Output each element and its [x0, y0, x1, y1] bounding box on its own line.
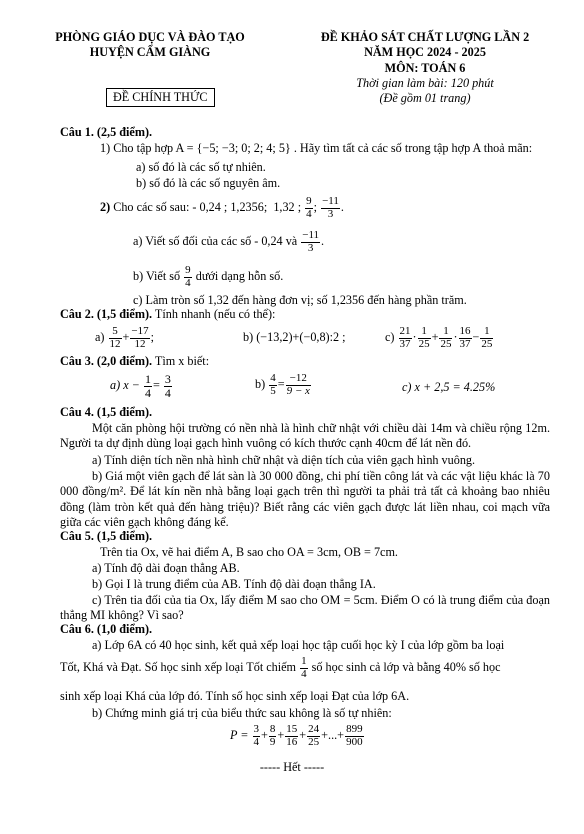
q6-a-line1: a) Lớp 6A có 40 học sinh, kết quả xếp loại học tập cuối học kỳ I của lớp gồm ba loại	[92, 638, 505, 652]
q5-b: b) Gọi I là trung điểm của AB. Tính độ dài đoạn thẳng IA.	[92, 577, 376, 591]
q5-title: Câu 5. (1,5 điểm).	[60, 529, 153, 543]
q1-part2-a: a) Viết số đối của các số - 0,24 và $\frac{-11}{3}$ .	[133, 228, 325, 254]
q3-c: c) x + 2,5 = 4.25%	[402, 380, 496, 394]
fraction: $\frac{5}{12}$	[109, 324, 121, 350]
fraction: $\frac{1}{4}$	[144, 371, 151, 400]
fraction: $\frac{21}{37}$	[399, 324, 411, 350]
q3-title: Câu 3. (2,0 điểm).	[60, 354, 153, 368]
fraction: $\frac{899}{900}$	[346, 722, 363, 748]
q1-part1: 1) Cho tập hợp A = {−5; −3; 0; 2; 4; 5} . Hãy tìm tất cả các số trong tập hợp A thoả mãn:	[100, 141, 533, 155]
q4-title: Câu 4. (1,5 điểm).	[60, 405, 153, 419]
header-school-year: NĂM HỌC 2024 - 2025	[364, 45, 486, 60]
q6-a-line3: sinh xếp loại Khá của lớp đó. Tính số học sinh xếp loại Đạt của lớp 6A.	[60, 689, 410, 703]
q1-part2: 2) Cho các số sau: - 0,24 ; 1,2356; 1,32 ; $\frac{9}{4}$ ; $\frac{-11}{3}$ .	[100, 194, 344, 220]
q1-part2-text: Cho các số sau: - 0,24 ; 1,2356; 1,32 ;	[110, 200, 305, 215]
q3-b: b) $\frac{4}{5}$ = $\frac{-12}{9 - x}$	[255, 371, 310, 397]
fraction: $\frac{1}{25}$	[440, 324, 452, 350]
q1-part2-c: c) Làm tròn số 1,32 đến hàng đơn vị; số 1,2356 đến hàng phần trăm.	[133, 293, 467, 307]
fraction: $\frac{3}{4}$	[253, 722, 260, 748]
header-department	[55, 30, 245, 61]
header-subject: MÔN: TOÁN 6	[384, 60, 466, 75]
fraction: $\frac{16}{37}$	[459, 324, 471, 350]
q1-part2-label: 2)	[100, 200, 111, 215]
q4-b: b) Giá một viên gạch để lát sàn là 30 000 đồng, chi phí tiền công lát và các vật liệu khác là 70 000 đồng/m². Để lát kín nền nhà bằng loại gạch trên thì người ta phải trả tất cả khoảng bao nhiêu đồng (làm tròn kết quả đến hàng triệu)? Biết rằng các viên gạch được lát liền nhau, coi mạch vữa giữa các viên gạch không đáng kể.	[60, 469, 550, 529]
fraction: $\frac{-11}{3}$	[322, 194, 339, 220]
q4-a: a) Tính diện tích nền nhà hình chữ nhật và diện tích của viên gạch hình vuông.	[92, 453, 476, 467]
q4-intro: Một căn phòng hội trường có nền nhà là hình chữ nhật với chiều dài 14m và chiều rộng 12m. Người ta dự định dùng loại gạch hình vuông có kích thước cạnh 40cm để lát nền đó.	[60, 421, 550, 451]
q6-b: b) Chứng minh giá trị của biểu thức sau không là số tự nhiên:	[92, 706, 392, 720]
q6-a-line2: Tốt, Khá và Đạt. Số học sinh xếp loại Tốt chiếm $\frac{1}{4}$ số học sinh cả lớp và bằng 40% số học	[60, 654, 501, 680]
header-left-line2: HUYỆN CẨM GIÀNG	[89, 45, 211, 60]
q5-a: a) Tính độ dài đoạn thẳng AB.	[92, 561, 240, 575]
q1-part1-a: a) số đó là các số tự nhiên.	[136, 160, 266, 174]
q1-part2-b: b) Viết số $\frac{9}{4}$ dưới dạng hỗn số.	[133, 263, 284, 289]
fraction: $\frac{-11}{3}$	[302, 228, 320, 254]
header-exam-title: ĐỀ KHẢO SÁT CHẤT LƯỢNG LẦN 2	[320, 30, 530, 44]
fraction: $\frac{-17}{12}$	[131, 324, 149, 350]
official-exam-box	[106, 88, 215, 107]
q2-a: a) $\frac{5}{12}$ + $\frac{-17}{12}$ ;	[95, 324, 154, 350]
header-left-line1: PHÒNG GIÁO DỤC VÀ ĐÀO TẠO	[55, 30, 245, 44]
q2-heading: Câu 2. (1,5 điểm). Tính nhanh (nếu có thể):	[60, 307, 276, 321]
q1-part1-b: b) số đó là các số nguyên âm.	[136, 176, 281, 190]
q5-c: c) Trên tia đối của tia Ox, lấy điểm M sao cho OM = 5cm. Điểm O có là trung điểm của đoạn thẳng MI không? Vì sao?	[60, 593, 550, 623]
q2-title: Câu 2. (1,5 điểm).	[60, 307, 153, 321]
fraction: $\frac{8}{9}$	[269, 722, 276, 748]
q1-title: Câu 1. (2,5 điểm).	[60, 125, 153, 139]
q6-title: Câu 6. (1,0 điểm).	[60, 622, 153, 636]
fraction: $\frac{9}{4}$	[185, 263, 191, 289]
header-page-count: (Đề gồm 01 trang)	[379, 91, 471, 105]
fraction: $\frac{9}{4}$	[306, 194, 312, 220]
official-exam-label: ĐỀ CHÍNH THỨC	[113, 90, 208, 104]
q3-heading: Câu 3. (2,0 điểm). Tìm x biết:	[60, 354, 210, 368]
q2-c: c) $\frac{21}{37}$ · $\frac{1}{25}$ + $\frac{1}{25}$ · $\frac{16}{37}$ − $\frac{1}{25}$	[385, 324, 493, 350]
fraction: $\frac{15}{16}$	[286, 722, 298, 748]
fraction: $\frac{-12}{9 - x}$	[286, 371, 310, 397]
q2-b: b) (−13,2)+(−0,8):2 ;	[243, 330, 346, 344]
header-exam-info	[300, 30, 550, 106]
header-duration: Thời gian làm bài: 120 phút	[356, 75, 494, 90]
fraction: $\frac{1}{25}$	[481, 324, 493, 350]
fraction: $\frac{24}{25}$	[308, 722, 320, 748]
q6-expression-p: P = $\frac{3}{4}$ + $\frac{8}{9}$ + $\frac{15}{16}$ + $\frac{24}{25}$ +...+ $\frac{899}{900}$	[230, 722, 363, 748]
fraction: $\frac{1}{4}$	[301, 654, 307, 680]
fraction: $\frac{3}{4}$	[164, 371, 171, 400]
end-marker: ----- Hết -----	[259, 760, 325, 774]
fraction: $\frac{1}{25}$	[418, 324, 430, 350]
fraction: $\frac{4}{5}$	[270, 371, 276, 397]
q3-a: a) x − $\frac{1}{4}$ = $\frac{3}{4}$	[110, 371, 171, 400]
q5-intro: Trên tia Ox, vẽ hai điểm A, B sao cho OA = 3cm, OB = 7cm.	[100, 545, 398, 559]
